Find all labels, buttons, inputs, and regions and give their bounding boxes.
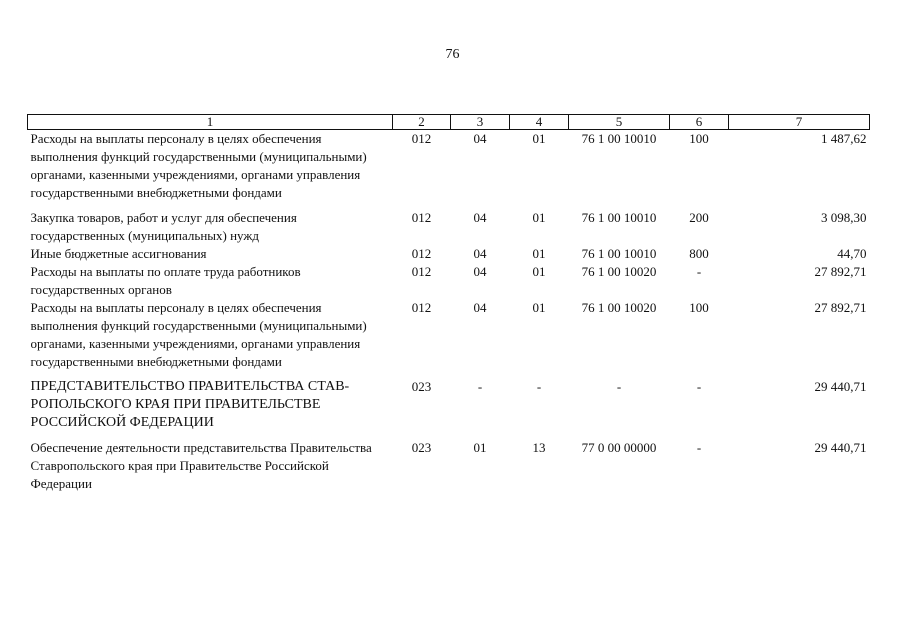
- header-col-1: 1: [28, 115, 393, 130]
- row-section: 04: [473, 264, 487, 279]
- row-subsection: 01: [532, 210, 546, 225]
- table-header-row: [28, 115, 870, 130]
- row-ministry: 012: [411, 131, 432, 146]
- row-name: Расходы на выплаты по оплате труда работников государственных органов: [30, 264, 301, 297]
- row-expense-type: 800: [689, 246, 709, 261]
- row-expense-type: -: [696, 440, 702, 455]
- row-section: 04: [473, 246, 487, 261]
- header-col-5: 5: [569, 115, 670, 130]
- row-subsection: 13: [532, 440, 546, 455]
- row-target: 76 1 00 10010: [581, 210, 657, 225]
- row-name: Расходы на выплаты персоналу в целях обеспечения выполнения функций государственными (муниципальными) органами, казенными учреждениями, органами управления государственными внебюджетными фондами: [30, 300, 367, 369]
- row-ministry: 012: [411, 210, 432, 225]
- row-target: -: [616, 379, 622, 394]
- row-name: Обеспечение деятельности представительства Правительства Ставропольского края при Правительстве Российской Федерации: [30, 440, 372, 491]
- row-amount: 1 487,62: [821, 131, 867, 146]
- header-col-3: 3: [451, 115, 510, 130]
- header-col-6: 6: [670, 115, 729, 130]
- row-name: Расходы на выплаты персоналу в целях обеспечения выполнения функций государственными (муниципальными) органами, казенными учреждениями, органами управления государственными внебюджетными фондами: [30, 131, 367, 200]
- row-ministry: 023: [411, 379, 432, 394]
- row-amount: 3 098,30: [821, 210, 867, 225]
- row-section: 04: [473, 210, 487, 225]
- header-col-2: 2: [393, 115, 451, 130]
- row-section: 04: [473, 300, 487, 315]
- row-section: 01: [473, 440, 487, 455]
- table-row: [28, 245, 870, 263]
- row-expense-type: 100: [689, 300, 709, 315]
- header-col-4: 4: [510, 115, 569, 130]
- row-ministry: 012: [411, 246, 432, 261]
- row-amount: 27 892,71: [814, 264, 867, 279]
- row-name: ПРЕДСТАВИТЕЛЬСТВО ПРАВИТЕЛЬСТВА СТАВ-РОПОЛЬСКОГО КРАЯ ПРИ ПРАВИТЕЛЬСТВЕ РОССИЙСКОЙ ФЕДЕРАЦИИ: [30, 379, 350, 430]
- row-target: 77 0 00 00000: [581, 440, 657, 455]
- row-expense-type: -: [696, 264, 702, 279]
- row-subsection: 01: [532, 131, 546, 146]
- budget-table: [27, 114, 870, 493]
- table-row: [28, 209, 870, 245]
- row-expense-type: 100: [689, 131, 709, 146]
- row-section: -: [477, 379, 483, 394]
- row-amount: 44,70: [837, 246, 867, 261]
- row-amount: 29 440,71: [814, 440, 867, 455]
- page-number: 76: [445, 47, 460, 62]
- row-subsection: 01: [532, 300, 546, 315]
- row-target: 76 1 00 10020: [581, 264, 657, 279]
- table-row: [28, 263, 870, 299]
- table-row: [28, 130, 870, 210]
- row-expense-type: -: [696, 379, 702, 394]
- table-row: [28, 439, 870, 493]
- row-section: 04: [473, 131, 487, 146]
- table-row: [28, 299, 870, 378]
- row-subsection: 01: [532, 246, 546, 261]
- row-target: 76 1 00 10010: [581, 246, 657, 261]
- row-amount: 27 892,71: [814, 300, 867, 315]
- row-ministry: 012: [411, 300, 432, 315]
- row-name: Закупка товаров, работ и услуг для обеспечения государственных (муниципальных) нужд: [30, 210, 297, 243]
- row-amount: 29 440,71: [814, 379, 867, 394]
- row-ministry: 023: [411, 440, 432, 455]
- row-subsection: -: [536, 379, 542, 394]
- row-target: 76 1 00 10010: [581, 131, 657, 146]
- table-row: [28, 378, 870, 439]
- row-name: Иные бюджетные ассигнования: [30, 246, 207, 261]
- row-subsection: 01: [532, 264, 546, 279]
- row-ministry: 012: [411, 264, 432, 279]
- row-target: 76 1 00 10020: [581, 300, 657, 315]
- row-expense-type: 200: [689, 210, 709, 225]
- header-col-7: 7: [729, 115, 870, 130]
